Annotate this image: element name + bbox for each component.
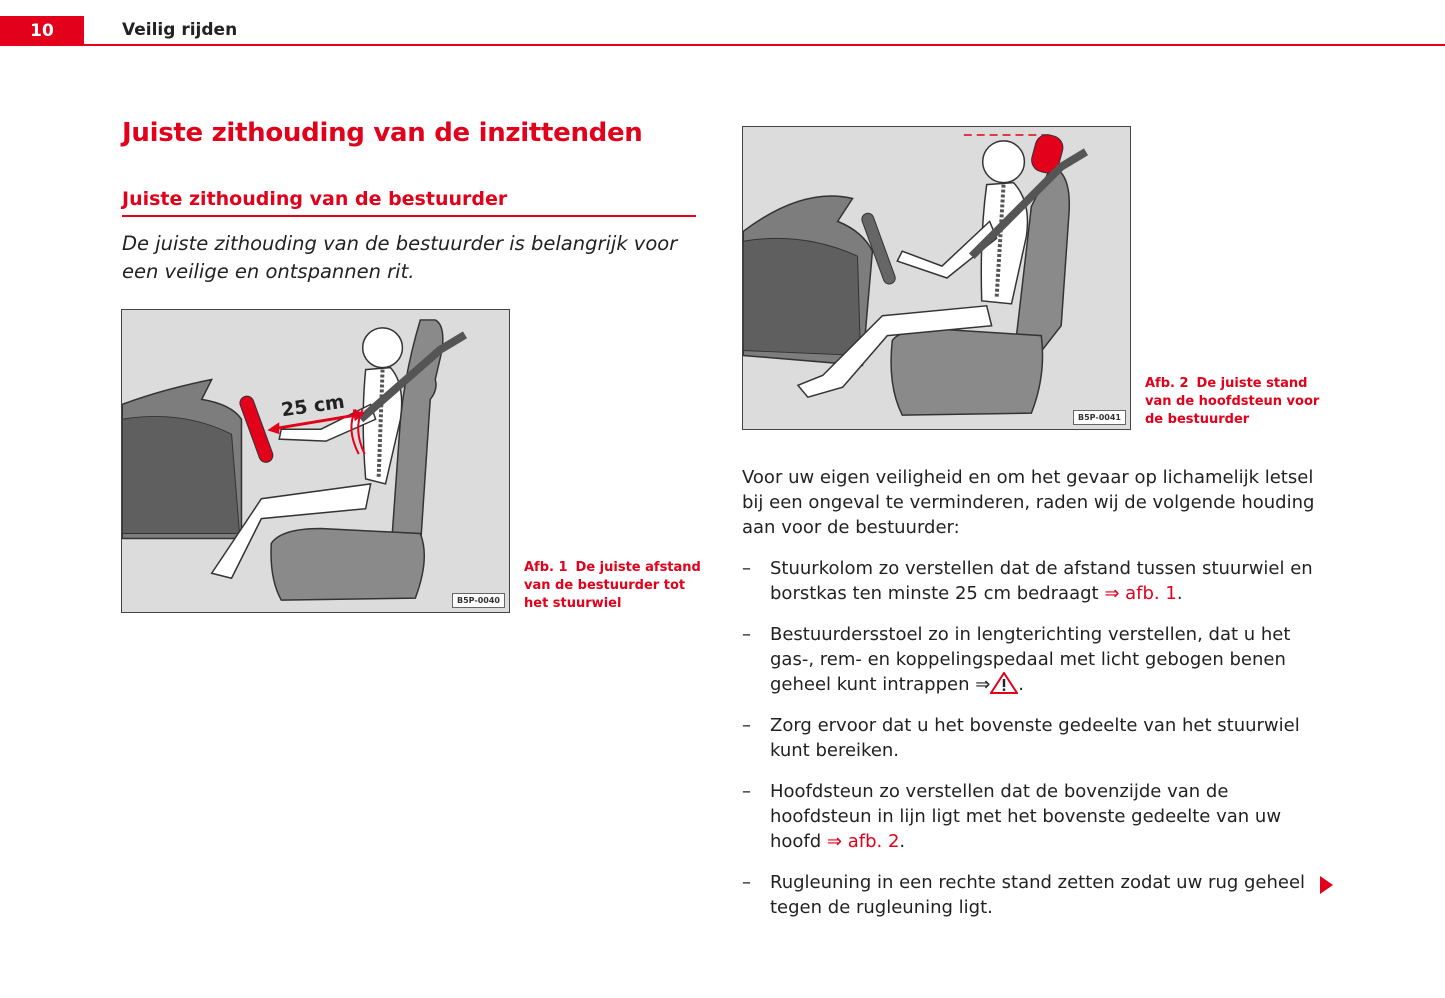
figure-1-caption-label: Afb. 1 bbox=[524, 560, 568, 575]
section-title: Veilig rijden bbox=[122, 20, 238, 40]
figure-1-illustration bbox=[122, 310, 509, 612]
list-item-text: Rugleuning in een rechte stand zetten zodat uw rug geheel tegen de rugleuning ligt. bbox=[770, 872, 1306, 918]
list-item bbox=[742, 713, 1322, 763]
list-item-text: Bestuurdersstoel zo in lengterichting verstellen, dat u het gas-, rem- en koppelingspedaal met licht gebogen benen geheel kunt intrappen bbox=[770, 624, 1291, 695]
list-item bbox=[742, 556, 1322, 606]
page-title: Juiste zithouding van de inzittenden bbox=[122, 118, 643, 148]
body-paragraph: Voor uw eigen veiligheid en om het gevaar op lichamelijk letsel bij een ongeval te verminderen, raden wij de volgende houding aan voor de bestuurder: bbox=[742, 467, 1315, 538]
list-item-end: . bbox=[1018, 674, 1025, 695]
list-dash: – bbox=[742, 624, 751, 645]
section-subtitle: Juiste zithouding van de bestuurder bbox=[122, 188, 508, 210]
list-item bbox=[742, 622, 1322, 697]
next-page-arrow-icon[interactable] bbox=[1320, 876, 1333, 894]
header-divider bbox=[84, 44, 1445, 46]
figure-1-code: B5P-0040 bbox=[452, 593, 505, 608]
list-item-text: Stuurkolom zo verstellen dat de afstand tussen stuurwiel en borstkas ten minste 25 cm bedraagt bbox=[770, 558, 1313, 604]
intro-text: De juiste zithouding van de bestuurder is belangrijk voor een veilige en ontspannen rit. bbox=[122, 232, 678, 283]
list-dash: – bbox=[742, 715, 751, 736]
figure-2-reference-link[interactable]: ⇒ afb. 2 bbox=[826, 831, 900, 852]
figure-1-caption-text: De juiste afstand van de bestuurder tot het stuurwiel bbox=[524, 560, 701, 611]
figure-2-caption-label: Afb. 2 bbox=[1145, 376, 1189, 391]
list-item-text: Hoofdsteun zo verstellen dat de bovenzijde van de hoofdsteun in lijn ligt met het bovenste gedeelte van uw hoofd bbox=[770, 781, 1282, 852]
list-item bbox=[742, 779, 1322, 854]
list-item-text: Zorg ervoor dat u het bovenste gedeelte van het stuurwiel kunt bereiken. bbox=[770, 715, 1300, 761]
figure-2-illustration bbox=[743, 127, 1130, 429]
figure-1 bbox=[121, 309, 510, 613]
warning-triangle-icon[interactable] bbox=[990, 672, 1018, 694]
list-dash: – bbox=[742, 558, 751, 579]
figure-2-caption-text: De juiste stand van de hoofdsteun voor de bestuurder bbox=[1145, 376, 1320, 427]
distance-label: 25 cm bbox=[279, 390, 346, 422]
instruction-list bbox=[742, 556, 1322, 936]
list-item-end: . bbox=[899, 831, 906, 852]
page-number: 10 bbox=[0, 16, 84, 46]
list-dash: – bbox=[742, 872, 751, 893]
figure-2 bbox=[742, 126, 1131, 430]
subtitle-divider bbox=[122, 215, 696, 217]
figure-1-reference-link[interactable]: ⇒ afb. 1 bbox=[1104, 583, 1177, 604]
figure-2-code: B5P-0041 bbox=[1073, 410, 1126, 425]
list-item-end: . bbox=[1176, 583, 1183, 604]
list-item bbox=[742, 870, 1322, 920]
list-dash: – bbox=[742, 781, 751, 802]
warning-reference-arrow[interactable]: ⇒ bbox=[975, 674, 991, 695]
figure-1-caption bbox=[524, 559, 704, 613]
figure-2-caption bbox=[1145, 375, 1325, 429]
